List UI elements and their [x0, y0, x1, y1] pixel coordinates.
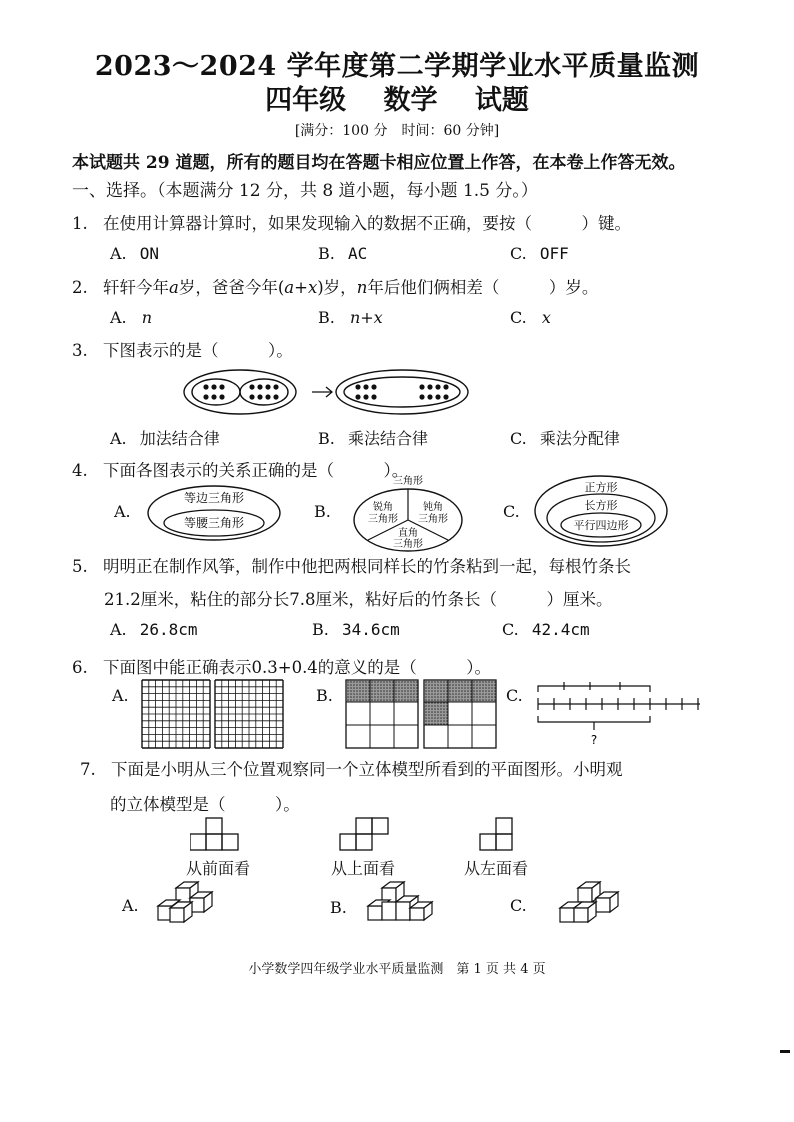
question-1	[72, 210, 631, 234]
option-a[interactable]	[110, 620, 198, 639]
question-7-line-2: 的立体模型是（ ）。	[110, 795, 300, 814]
venn-outer-label: 正方形	[584, 481, 618, 494]
option-label: A.	[112, 686, 129, 705]
option-label: A.	[110, 620, 127, 639]
option-label: A.	[110, 244, 127, 263]
option-label: A.	[110, 429, 127, 448]
question-6	[72, 654, 491, 678]
option-b[interactable]	[330, 898, 347, 917]
pie-top-label: 三角形	[393, 476, 423, 487]
question-text: 下面图中能正确表示0.3+0.4的意义的是（ ）。	[103, 658, 492, 677]
question-5	[72, 553, 631, 577]
question-text: 在使用计算器计算时，如果发现输入的数据不正确，要按（ ）键。	[103, 214, 631, 233]
question-number: 4.	[72, 461, 88, 480]
question-7	[80, 756, 623, 780]
option-label: C.	[510, 429, 527, 448]
exam-meta: [满分：100 分 时间：60 分钟]	[294, 123, 500, 139]
option-label: B.	[330, 898, 347, 917]
option-label: C.	[510, 308, 527, 327]
question-text: 岁，爸爸今年(	[178, 278, 285, 297]
venn-option-c	[533, 474, 669, 548]
option-label: A.	[114, 502, 131, 521]
view-label-front: 从前面看	[186, 859, 251, 878]
option-c[interactable]	[506, 686, 523, 705]
section-heading: 一、选择。（本题满分 12 分，共 8 道小题，每小题 1.5 分。）	[72, 181, 538, 201]
option-label: C.	[506, 686, 523, 705]
exam-notice: 本试题共 29 道题，所有的题目均在答题卡相应位置上作答，在本卷上作答无效。	[72, 153, 686, 173]
option-text: 26.8cm	[139, 620, 198, 639]
left-view-figure	[478, 816, 522, 852]
option-text: n	[141, 308, 153, 327]
scan-mark	[780, 1050, 790, 1053]
option-a[interactable]	[112, 686, 129, 705]
dot-grouping-figure	[180, 366, 480, 420]
venn-option-a	[146, 484, 282, 542]
option-a[interactable]	[122, 896, 139, 915]
cube-model-c	[556, 880, 622, 930]
option-label: B.	[312, 620, 329, 639]
question-text: 下面各图表示的关系正确的是（ ）。	[103, 461, 409, 480]
option-a[interactable]	[110, 308, 152, 327]
option-c[interactable]	[510, 896, 527, 915]
front-view-figure	[190, 816, 252, 852]
option-label: B.	[314, 502, 331, 521]
variable: n	[356, 278, 368, 297]
option-label: B.	[318, 244, 335, 263]
question-2	[72, 274, 598, 298]
question-number: 7.	[80, 760, 96, 779]
question-3	[72, 337, 293, 361]
view-label-left: 从左面看	[464, 859, 529, 878]
option-text: x	[541, 308, 551, 327]
question-text: 轩轩今年	[103, 278, 169, 297]
option-label: C.	[510, 244, 527, 263]
number-line-figure	[534, 678, 706, 750]
option-a[interactable]	[110, 244, 159, 263]
pie-right-label: 三角形	[418, 514, 448, 525]
exam-subtitle	[0, 78, 794, 117]
pie-right-label: 钝角	[423, 502, 443, 513]
venn-outer-label: 等边三角形	[183, 491, 245, 505]
option-a[interactable]	[114, 502, 131, 521]
question-number: 1.	[72, 214, 88, 233]
option-label: B.	[318, 308, 335, 327]
option-b[interactable]	[316, 686, 333, 705]
question-text: )岁，	[317, 278, 357, 297]
option-a[interactable]	[110, 426, 220, 449]
option-text: 加法结合律	[139, 429, 220, 448]
top-view-figure	[336, 816, 398, 852]
option-b[interactable]	[318, 308, 383, 327]
hundred-grid-figure	[140, 678, 286, 750]
cube-model-a	[156, 880, 222, 930]
option-c[interactable]	[510, 426, 620, 449]
pie-bottom-label: 三角形	[393, 539, 423, 550]
question-text: 年后他们俩相差（ ）岁。	[367, 278, 599, 297]
option-text: AC	[347, 244, 368, 263]
venn-inner-label: 等腰三角形	[183, 516, 245, 530]
pie-left-label: 锐角	[373, 502, 393, 513]
question-number: 6.	[72, 658, 88, 677]
venn-inner-label: 平行四边形	[573, 519, 629, 532]
unknown-mark: ?	[590, 733, 598, 747]
question-text: 明明正在制作风筝，制作中他把两根同样长的竹条粘到一起，每根竹条长	[103, 557, 631, 576]
cube-model-b	[364, 880, 436, 930]
subject-label: 数学	[383, 85, 438, 116]
exam-label: 试题	[474, 85, 529, 116]
variable: a+x	[284, 278, 318, 297]
shaded-grid-figure	[344, 678, 498, 750]
option-b[interactable]	[314, 502, 331, 521]
option-label: A.	[110, 308, 127, 327]
pie-option-b	[350, 474, 466, 554]
pie-bottom-label: 直角	[398, 528, 418, 539]
option-label: A.	[122, 896, 139, 915]
view-label-top: 从上面看	[331, 859, 396, 878]
option-c[interactable]	[510, 244, 569, 263]
option-text: 34.6cm	[341, 620, 400, 639]
option-text: 乘法分配律	[539, 429, 620, 448]
question-text: 下图表示的是（ ）。	[103, 341, 293, 360]
option-label: C.	[510, 896, 527, 915]
option-b[interactable]	[312, 620, 400, 639]
option-text: n+x	[349, 308, 383, 327]
option-text: 乘法结合律	[347, 429, 428, 448]
option-c[interactable]	[510, 308, 551, 327]
question-number: 3.	[72, 341, 88, 360]
option-c[interactable]	[503, 502, 520, 521]
option-c[interactable]	[502, 620, 590, 639]
option-text: 42.4cm	[531, 620, 590, 639]
question-number: 5.	[72, 557, 88, 576]
question-5-line-2: 21.2厘米，粘住的部分长7.8厘米，粘好后的竹条长（ ）厘米。	[104, 590, 613, 609]
page-title: 2023～2024 学年度第二学期学业水平质量监测	[94, 51, 700, 82]
option-label: C.	[503, 502, 520, 521]
pie-left-label: 三角形	[368, 514, 398, 525]
option-text: OFF	[539, 244, 569, 263]
grade-label: 四年级	[265, 85, 347, 116]
option-label: C.	[502, 620, 519, 639]
venn-middle-label: 长方形	[584, 499, 618, 512]
option-b[interactable]	[318, 426, 428, 449]
option-b[interactable]	[318, 244, 367, 263]
question-text: 下面是小明从三个位置观察同一个立体模型所看到的平面图形。小明观	[111, 760, 623, 779]
option-label: B.	[316, 686, 333, 705]
variable: a	[169, 278, 179, 297]
option-label: B.	[318, 429, 335, 448]
question-number: 2.	[72, 278, 88, 297]
page-footer: 小学数学四年级学业水平质量监测 第 1 页 共 4 页	[248, 962, 546, 977]
option-text: ON	[139, 244, 159, 263]
